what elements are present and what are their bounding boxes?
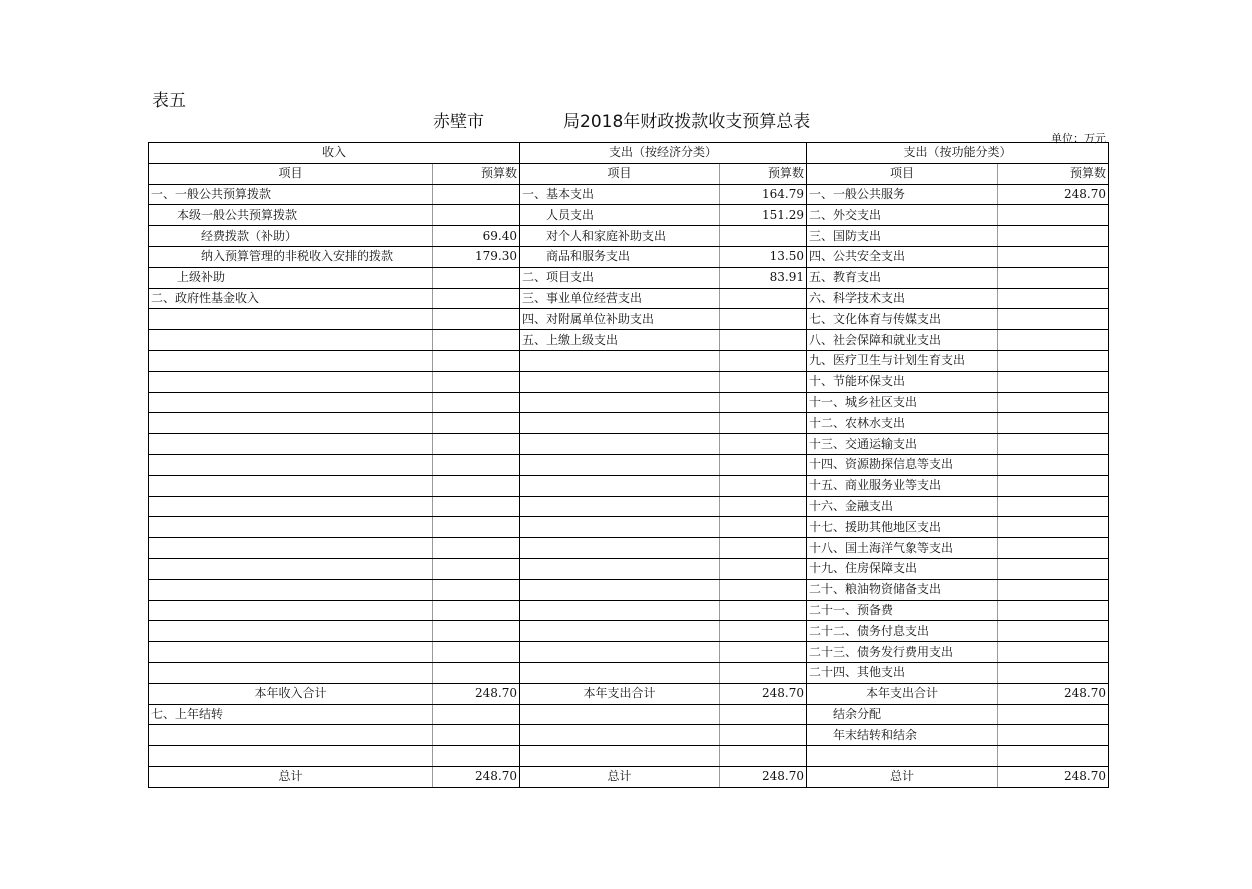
table-row (149, 434, 1109, 455)
func-amount-cell (998, 226, 1109, 247)
econ-item-cell (520, 600, 720, 621)
econ-amount-cell: 151.29 (720, 205, 807, 226)
income-group-header: 收入 (149, 143, 520, 164)
func-amount-cell (998, 267, 1109, 288)
func-item-cell: 十三、交通运输支出 (807, 434, 998, 455)
func-amount-cell (998, 662, 1109, 683)
econ-amount-cell (720, 475, 807, 496)
func-item-cell: 四、公共安全支出 (807, 246, 998, 267)
econ-item-cell (520, 642, 720, 663)
func-item-cell: 十二、农林水支出 (807, 413, 998, 434)
table-row (149, 330, 1109, 351)
econ-amount-cell (720, 662, 807, 683)
income-amount-cell (433, 662, 520, 683)
income-item-cell (149, 496, 433, 517)
table-row (149, 600, 1109, 621)
table-row (149, 475, 1109, 496)
econ-amount-cell (720, 496, 807, 517)
func-item-cell: 二十四、其他支出 (807, 662, 998, 683)
income-amount-cell (433, 413, 520, 434)
func-item-cell: 十八、国土海洋气象等支出 (807, 538, 998, 559)
table-row (149, 413, 1109, 434)
econ-amount-cell (720, 621, 807, 642)
econ-item-cell (520, 454, 720, 475)
carry-row (149, 704, 1109, 725)
income-amount-cell (433, 330, 520, 351)
econ-item-cell (520, 434, 720, 455)
year-total-row (149, 683, 1109, 704)
func-amount-cell (998, 330, 1109, 351)
table-label: 表五 (152, 91, 186, 111)
econ-item-cell (520, 392, 720, 413)
func-amount-cell (998, 496, 1109, 517)
func-amount-cell (998, 642, 1109, 663)
econ-item-cell: 五、上缴上级支出 (520, 330, 720, 351)
func-total-amount: 248.70 (998, 683, 1109, 704)
func-item-cell: 十四、资源勘探信息等支出 (807, 454, 998, 475)
econ-item-cell (520, 475, 720, 496)
income-amount-cell (433, 600, 520, 621)
econ-item-cell (520, 496, 720, 517)
econ-amount-cell: 83.91 (720, 267, 807, 288)
econ-amount-cell (720, 579, 807, 600)
func-item-cell: 一、一般公共服务 (807, 184, 998, 205)
func-amount-cell (998, 309, 1109, 330)
income-item-cell: 上级补助 (149, 267, 433, 288)
econ-grand-total-label: 总计 (520, 766, 720, 787)
income-amount-cell (433, 579, 520, 600)
func-amount-cell (998, 725, 1109, 746)
income-item-cell: 本级一般公共预算拨款 (149, 205, 433, 226)
table-row (149, 350, 1109, 371)
econ-item-cell (520, 662, 720, 683)
table-row (149, 246, 1109, 267)
func-item-cell: 十七、援助其他地区支出 (807, 517, 998, 538)
func-item-cell: 五、教育支出 (807, 267, 998, 288)
income-item-cell (149, 350, 433, 371)
income-amount-cell (433, 392, 520, 413)
func-amount-cell (998, 392, 1109, 413)
econ-amount-cell (720, 434, 807, 455)
econ-item-cell: 四、对附属单位补助支出 (520, 309, 720, 330)
func-item-cell: 二、外交支出 (807, 205, 998, 226)
func-amount-cell (998, 517, 1109, 538)
econ-item-cell: 二、项目支出 (520, 267, 720, 288)
table-row (149, 558, 1109, 579)
econ-amount-cell (720, 558, 807, 579)
func-item-cell: 十六、金融支出 (807, 496, 998, 517)
func-amount-cell (998, 434, 1109, 455)
income-item-cell: 经费拨款（补助） (149, 226, 433, 247)
func-item-cell: 二十三、债务发行费用支出 (807, 642, 998, 663)
econ-item-cell (520, 704, 720, 725)
econ-amount-cell (720, 600, 807, 621)
func-amount-cell (998, 454, 1109, 475)
func-item-header: 项目 (807, 163, 998, 184)
econ-item-cell (520, 517, 720, 538)
income-amount-cell (433, 538, 520, 559)
econ-amount-cell: 164.79 (720, 184, 807, 205)
income-amount-cell (433, 496, 520, 517)
table-row (149, 662, 1109, 683)
econ-amount-cell (720, 704, 807, 725)
income-amount-header: 预算数 (433, 163, 520, 184)
func-amount-cell (998, 579, 1109, 600)
func-item-cell: 十一、城乡社区支出 (807, 392, 998, 413)
func-item-cell: 二十、粮油物资储备支出 (807, 579, 998, 600)
econ-item-cell: 商品和服务支出 (520, 246, 720, 267)
income-item-cell: 二、政府性基金收入 (149, 288, 433, 309)
econ-group-header: 支出（按经济分类） (520, 143, 807, 164)
func-amount-cell (998, 475, 1109, 496)
income-amount-cell (433, 475, 520, 496)
income-item-cell (149, 725, 433, 746)
income-amount-cell (433, 454, 520, 475)
func-amount-cell (998, 350, 1109, 371)
income-item-cell (149, 662, 433, 683)
table-row (149, 184, 1109, 205)
income-amount-cell (433, 746, 520, 767)
econ-grand-total-amount: 248.70 (720, 766, 807, 787)
func-item-cell: 六、科学技术支出 (807, 288, 998, 309)
func-group-header: 支出（按功能分类） (807, 143, 1109, 164)
income-amount-cell (433, 621, 520, 642)
grand-total-row (149, 766, 1109, 787)
carry-row (149, 746, 1109, 767)
income-amount-cell (433, 205, 520, 226)
func-amount-cell (998, 413, 1109, 434)
income-item-cell: 纳入预算管理的非税收入安排的拨款 (149, 246, 433, 267)
econ-total-label: 本年支出合计 (520, 683, 720, 704)
func-item-cell: 十五、商业服务业等支出 (807, 475, 998, 496)
income-amount-cell (433, 517, 520, 538)
func-amount-cell (998, 288, 1109, 309)
income-item-cell (149, 558, 433, 579)
econ-amount-cell (720, 538, 807, 559)
func-item-cell: 结余分配 (807, 704, 998, 725)
income-item-cell (149, 579, 433, 600)
func-amount-cell (998, 558, 1109, 579)
econ-item-cell (520, 350, 720, 371)
income-amount-cell (433, 309, 520, 330)
econ-item-cell (520, 413, 720, 434)
income-item-cell (149, 538, 433, 559)
func-item-cell: 年末结转和结余 (807, 725, 998, 746)
income-grand-total-amount: 248.70 (433, 766, 520, 787)
table-row (149, 621, 1109, 642)
econ-item-cell (520, 371, 720, 392)
econ-item-cell (520, 621, 720, 642)
income-item-cell: 七、上年结转 (149, 704, 433, 725)
table-row (149, 309, 1109, 330)
econ-amount-cell (720, 746, 807, 767)
econ-amount-header: 预算数 (720, 163, 807, 184)
func-item-cell: 十九、住房保障支出 (807, 558, 998, 579)
func-item-cell: 十、节能环保支出 (807, 371, 998, 392)
income-item-cell: 一、一般公共预算拨款 (149, 184, 433, 205)
carry-row (149, 725, 1109, 746)
func-grand-total-label: 总计 (807, 766, 998, 787)
econ-amount-cell (720, 226, 807, 247)
table-row (149, 579, 1109, 600)
income-item-cell (149, 330, 433, 351)
table-row (149, 371, 1109, 392)
group-header-row (149, 143, 1109, 164)
econ-amount-cell: 13.50 (720, 246, 807, 267)
econ-total-amount: 248.70 (720, 683, 807, 704)
econ-amount-cell (720, 642, 807, 663)
table-row (149, 392, 1109, 413)
income-item-cell (149, 434, 433, 455)
func-item-cell: 八、社会保障和就业支出 (807, 330, 998, 351)
econ-amount-cell (720, 288, 807, 309)
title-city: 赤壁市 (433, 112, 484, 132)
table-row (149, 205, 1109, 226)
econ-item-cell (520, 558, 720, 579)
income-amount-cell (433, 642, 520, 663)
func-amount-cell (998, 205, 1109, 226)
income-amount-cell (433, 704, 520, 725)
func-item-cell: 七、文化体育与传媒支出 (807, 309, 998, 330)
econ-item-cell (520, 746, 720, 767)
func-item-cell (807, 746, 998, 767)
income-item-cell (149, 475, 433, 496)
income-total-amount: 248.70 (433, 683, 520, 704)
func-amount-cell (998, 371, 1109, 392)
income-grand-total-label: 总计 (149, 766, 433, 787)
budget-table (148, 142, 1109, 788)
income-amount-cell (433, 558, 520, 579)
income-item-cell (149, 454, 433, 475)
func-amount-cell (998, 600, 1109, 621)
income-item-header: 项目 (149, 163, 433, 184)
func-item-cell: 二十一、预备费 (807, 600, 998, 621)
econ-item-cell: 三、事业单位经营支出 (520, 288, 720, 309)
table-row (149, 267, 1109, 288)
func-amount-cell (998, 746, 1109, 767)
table-row (149, 642, 1109, 663)
income-item-cell (149, 600, 433, 621)
income-item-cell (149, 746, 433, 767)
econ-amount-cell (720, 330, 807, 351)
income-amount-cell (433, 267, 520, 288)
table-row (149, 454, 1109, 475)
econ-amount-cell (720, 413, 807, 434)
income-item-cell (149, 413, 433, 434)
econ-amount-cell (720, 350, 807, 371)
func-amount-cell (998, 246, 1109, 267)
income-amount-cell (433, 288, 520, 309)
func-total-label: 本年支出合计 (807, 683, 998, 704)
income-amount-cell: 69.40 (433, 226, 520, 247)
econ-item-cell: 人员支出 (520, 205, 720, 226)
income-total-label: 本年收入合计 (149, 683, 433, 704)
func-amount-cell (998, 538, 1109, 559)
income-item-cell (149, 392, 433, 413)
unit-label: 单位：万元 (1051, 132, 1106, 145)
table-row (149, 538, 1109, 559)
income-item-cell (149, 517, 433, 538)
econ-amount-cell (720, 517, 807, 538)
income-item-cell (149, 309, 433, 330)
econ-item-cell (520, 538, 720, 559)
income-amount-cell (433, 350, 520, 371)
econ-amount-cell (720, 454, 807, 475)
income-amount-cell: 179.30 (433, 246, 520, 267)
table-body (149, 143, 1109, 788)
table-row (149, 288, 1109, 309)
column-header-row (149, 163, 1109, 184)
econ-item-header: 项目 (520, 163, 720, 184)
income-amount-cell (433, 725, 520, 746)
func-amount-cell (998, 704, 1109, 725)
func-grand-total-amount: 248.70 (998, 766, 1109, 787)
func-item-cell: 二十二、债务付息支出 (807, 621, 998, 642)
func-item-cell: 九、医疗卫生与计划生育支出 (807, 350, 998, 371)
page-title: 局2018年财政拨款收支预算总表 (563, 112, 811, 132)
table-row (149, 226, 1109, 247)
econ-item-cell: 一、基本支出 (520, 184, 720, 205)
econ-amount-cell (720, 725, 807, 746)
table-row (149, 496, 1109, 517)
econ-item-cell: 对个人和家庭补助支出 (520, 226, 720, 247)
income-amount-cell (433, 371, 520, 392)
func-item-cell: 三、国防支出 (807, 226, 998, 247)
income-amount-cell (433, 184, 520, 205)
econ-amount-cell (720, 392, 807, 413)
econ-item-cell (520, 579, 720, 600)
econ-amount-cell (720, 309, 807, 330)
func-amount-cell: 248.70 (998, 184, 1109, 205)
income-item-cell (149, 371, 433, 392)
income-amount-cell (433, 434, 520, 455)
econ-amount-cell (720, 371, 807, 392)
func-amount-cell (998, 621, 1109, 642)
income-item-cell (149, 621, 433, 642)
income-item-cell (149, 642, 433, 663)
econ-item-cell (520, 725, 720, 746)
func-amount-header: 预算数 (998, 163, 1109, 184)
table-row (149, 517, 1109, 538)
